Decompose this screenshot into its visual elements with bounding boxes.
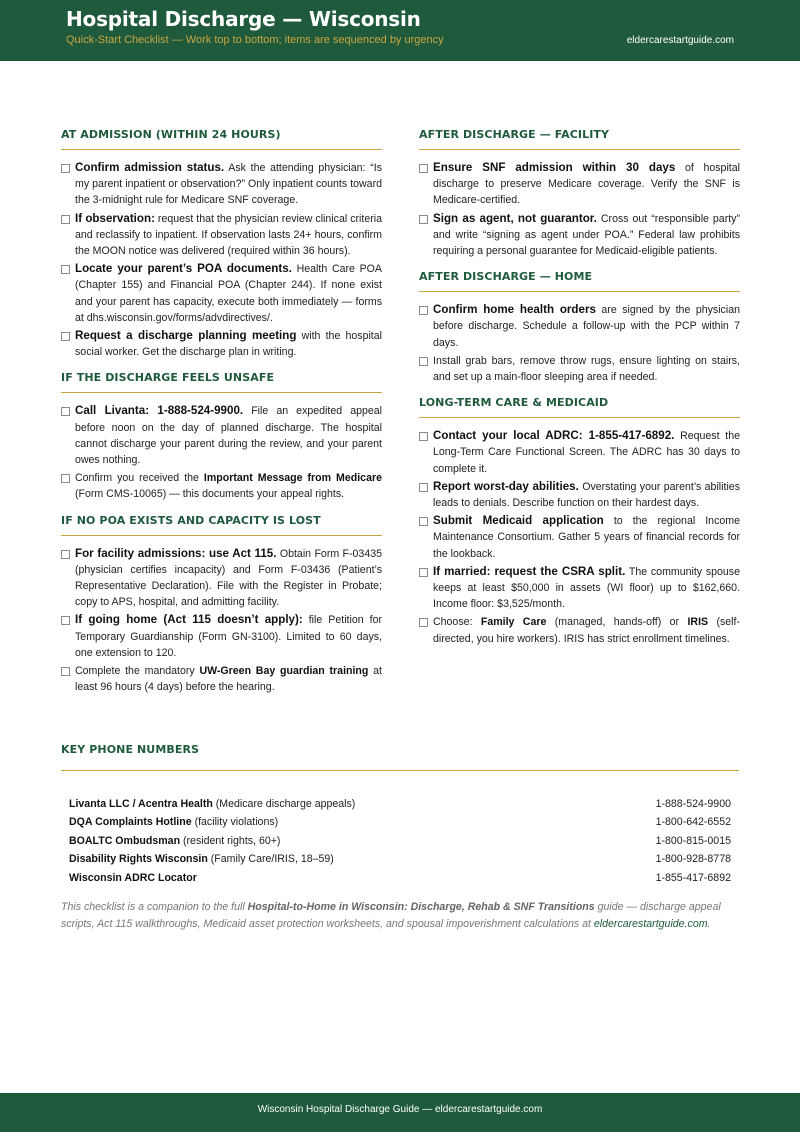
item-text: request that the physician review clinical criteria and reclassify to inpatient. If observation lasts 24+ hours, confirm the MOON notice was delivered (required within 36 hours). <box>75 212 382 258</box>
page-header <box>0 0 800 61</box>
checklist-item <box>61 160 382 209</box>
item-lead: Contact your local ADRC: 1-855-417-6892. <box>433 429 675 443</box>
section-title-admission: AT ADMISSION (WITHIN 24 HOURS) <box>61 128 382 150</box>
checklist-item <box>419 302 740 351</box>
phones-section <box>61 743 739 781</box>
checkbox[interactable] <box>419 432 428 441</box>
item-text: Health Care POA (Chapter 155) and Financial POA (Chapter 244). If none exist and your parent has capacity, execute both immediately — forms at dhs.wisconsin.gov/forms/advdirectives/. <box>75 263 382 324</box>
phone-contact-desc: (facility violations) <box>191 816 279 829</box>
checklist-item <box>61 211 382 260</box>
phone-row <box>69 851 731 869</box>
item-text: File an expedited appeal before noon on the day of planned discharge. The hospital cannot discharge your parent during the review, and your parent owes nothing. <box>75 405 383 467</box>
checklist-item <box>61 328 382 360</box>
left-column <box>61 128 382 697</box>
item-emphasis: IRIS <box>687 616 709 629</box>
phone-contact-name: DQA Complaints Hotline <box>69 816 192 829</box>
phone-number[interactable]: 1-888-524-9900 <box>655 798 731 810</box>
item-lead: If married: request the CSRA split. <box>433 564 626 578</box>
checkbox[interactable] <box>61 164 70 173</box>
page-subtitle: Quick-Start Checklist — Work top to bottom; items are sequenced by urgency <box>66 34 444 46</box>
checkbox[interactable] <box>61 265 70 274</box>
item-lead: Call Livanta: 1-888-524-9900. <box>75 404 244 418</box>
item-lead: Locate your parent’s POA documents. <box>75 262 292 276</box>
item-lead: Submit Medicaid application <box>433 514 604 528</box>
checklist-item <box>419 479 740 511</box>
section-title-facility: AFTER DISCHARGE — FACILITY <box>419 128 740 150</box>
item-text: Overstating your parent’s abilities leads to denials. Describe function on their hardest days. <box>433 480 740 510</box>
item-text: to the regional Income Maintenance Consortium. Gather 5 years of financial records for the lookback. <box>433 515 740 560</box>
item-text: of hospital discharge to preserve Medicare coverage. Verify the SNF is Medicare-certified. <box>433 162 740 207</box>
phone-number[interactable]: 1-800-815-0015 <box>655 834 731 847</box>
checklist-item <box>419 564 740 613</box>
phone-contact-name: Disability Rights Wisconsin <box>69 853 208 866</box>
checkbox[interactable] <box>419 618 428 627</box>
phone-row <box>69 814 731 832</box>
item-text: (self-directed, you hire workers). IRIS has strict enrollment timelines. <box>433 616 741 645</box>
companion-note <box>61 899 739 934</box>
note-text: This checklist is a companion to the full <box>61 901 248 913</box>
item-lead: If going home (Act 115 doesn’t apply): <box>75 613 303 627</box>
item-text: Choose: <box>433 616 481 629</box>
item-lead: Ensure SNF admission within 30 days <box>433 161 676 174</box>
item-text: at least 96 hours (4 days) before the hearing. <box>75 665 382 694</box>
checklist-item <box>61 612 382 661</box>
checkbox[interactable] <box>61 667 70 676</box>
checkbox[interactable] <box>61 474 70 483</box>
phone-contact-name: Livanta LLC / Acentra Health <box>69 798 213 810</box>
item-emphasis: UW-Green Bay guardian training <box>199 665 369 678</box>
phone-contact-desc: (Medicare discharge appeals) <box>212 798 356 810</box>
phone-contact-name: BOALTC Ombudsman <box>69 834 181 847</box>
checkbox[interactable] <box>61 215 70 224</box>
item-lead: Sign as agent, not guarantor. <box>433 211 597 225</box>
item-emphasis: Important Message from Medicare <box>203 472 382 485</box>
phone-number[interactable]: 1-855-417-6892 <box>655 871 731 884</box>
checkbox[interactable] <box>419 568 428 577</box>
phone-contact-desc: (resident rights, 60+) <box>180 834 281 847</box>
item-text: (managed, hands-off) or <box>546 616 688 629</box>
checkbox[interactable] <box>419 306 428 315</box>
checklist-item <box>419 428 740 477</box>
section-title-phones: KEY PHONE NUMBERS <box>61 743 739 771</box>
phone-contact-name: Wisconsin ADRC Locator <box>69 871 197 884</box>
checkbox[interactable] <box>419 517 428 526</box>
checklist-item <box>419 614 740 646</box>
checklist-item <box>419 353 740 385</box>
item-lead: Confirm home health orders <box>433 303 596 317</box>
item-lead: Request a discharge planning meeting <box>75 329 297 343</box>
note-text: guide — discharge appeal scripts, Act 115 walkthroughs, Medicaid asset protection worksheets, and spousal impoverishment calculations at <box>61 901 721 931</box>
item-text: Obtain Form F-03435 (physician certifies incapacity) and Form F-03436 (Patient’s Representative Declaration). File with the Register in Probate; copy to APS, hospital, and admitting facility. <box>75 547 383 609</box>
item-text: Ask the attending physician: “Is my parent inpatient or observation?” Only inpatient counts toward the 3-midnight rule for Medicare SNF coverage. <box>75 162 382 207</box>
checkbox[interactable] <box>61 616 70 625</box>
footer-text: Wisconsin Hospital Discharge Guide — eldercarestartguide.com <box>257 1104 543 1115</box>
checklist-item <box>61 261 382 326</box>
checkbox[interactable] <box>61 332 70 341</box>
header-site-link[interactable]: eldercarestartguide.com <box>626 35 734 46</box>
checkbox[interactable] <box>419 357 428 366</box>
checklist-item <box>419 211 740 260</box>
item-text: are signed by the physician before discharge. Schedule a follow-up with the PCP within 7 days. <box>433 304 740 349</box>
checkbox[interactable] <box>419 483 428 492</box>
note-site-link[interactable]: eldercarestartguide.com <box>593 918 708 931</box>
note-text: . <box>707 918 711 931</box>
section-title-no-poa: IF NO POA EXISTS AND CAPACITY IS LOST <box>61 514 382 536</box>
phone-contact-desc: (Family Care/IRIS, 18–59) <box>207 853 334 866</box>
page-title: Hospital Discharge — Wisconsin <box>66 7 421 31</box>
item-text: Confirm you received the <box>75 472 204 485</box>
checklist-item <box>61 403 382 468</box>
section-title-unsafe: IF THE DISCHARGE FEELS UNSAFE <box>61 371 382 393</box>
item-text: with the hospital social worker. Get the discharge plan in writing. <box>75 330 382 359</box>
phone-table <box>69 796 731 888</box>
section-title-home: AFTER DISCHARGE — HOME <box>419 270 740 292</box>
item-emphasis: Family Care <box>480 616 547 629</box>
item-text: Cross out “responsible party” and write “signing as agent under POA.” Federal law prohibits requiring a personal guarantee for Medicaid-eligible patients. <box>433 212 740 258</box>
checklist-item <box>419 160 740 209</box>
phone-row <box>69 870 731 888</box>
item-lead: If observation: <box>75 211 155 225</box>
section-title-ltc: LONG-TERM CARE & MEDICAID <box>419 396 740 418</box>
checkbox[interactable] <box>61 407 70 416</box>
checklist-item <box>61 546 382 611</box>
item-text: file Petition for Temporary Guardianship (Form GN-3100). Limited to 60 days, one extension to 120. <box>75 614 382 659</box>
phone-row <box>69 833 731 851</box>
item-text: Complete the mandatory <box>75 665 200 678</box>
checkbox[interactable] <box>419 164 428 173</box>
right-column <box>419 128 740 649</box>
note-guide-title: Hospital-to-Home in Wisconsin: Discharge, Rehab & SNF Transitions <box>247 901 595 913</box>
item-text: Request the Long-Term Care Functional Screen. The ADRC has 30 days to complete it. <box>433 430 740 475</box>
item-lead: For facility admissions: use Act 115. <box>75 546 277 560</box>
item-lead: Confirm admission status. <box>75 161 225 174</box>
item-text: The community spouse keeps at least $50,000 in assets (WI floor) up to $162,660. Income floor: $3,525/month. <box>433 565 740 611</box>
checklist-item <box>419 513 740 562</box>
checkbox[interactable] <box>419 215 428 224</box>
phone-number[interactable]: 1-800-928-8778 <box>655 853 731 866</box>
item-text: (Form CMS-10065) — this documents your appeal rights. <box>75 488 345 501</box>
checkbox[interactable] <box>61 550 70 559</box>
page-footer <box>0 1093 800 1132</box>
checklist-item <box>61 663 382 695</box>
item-lead: Report worst-day abilities. <box>433 479 579 493</box>
phone-row <box>69 796 731 814</box>
phone-number[interactable]: 1-800-642-6552 <box>655 816 731 829</box>
item-text: Install grab bars, remove throw rugs, ensure lighting on stairs, and set up a main-floor sleeping area if needed. <box>433 354 740 384</box>
checklist-item <box>61 470 382 502</box>
